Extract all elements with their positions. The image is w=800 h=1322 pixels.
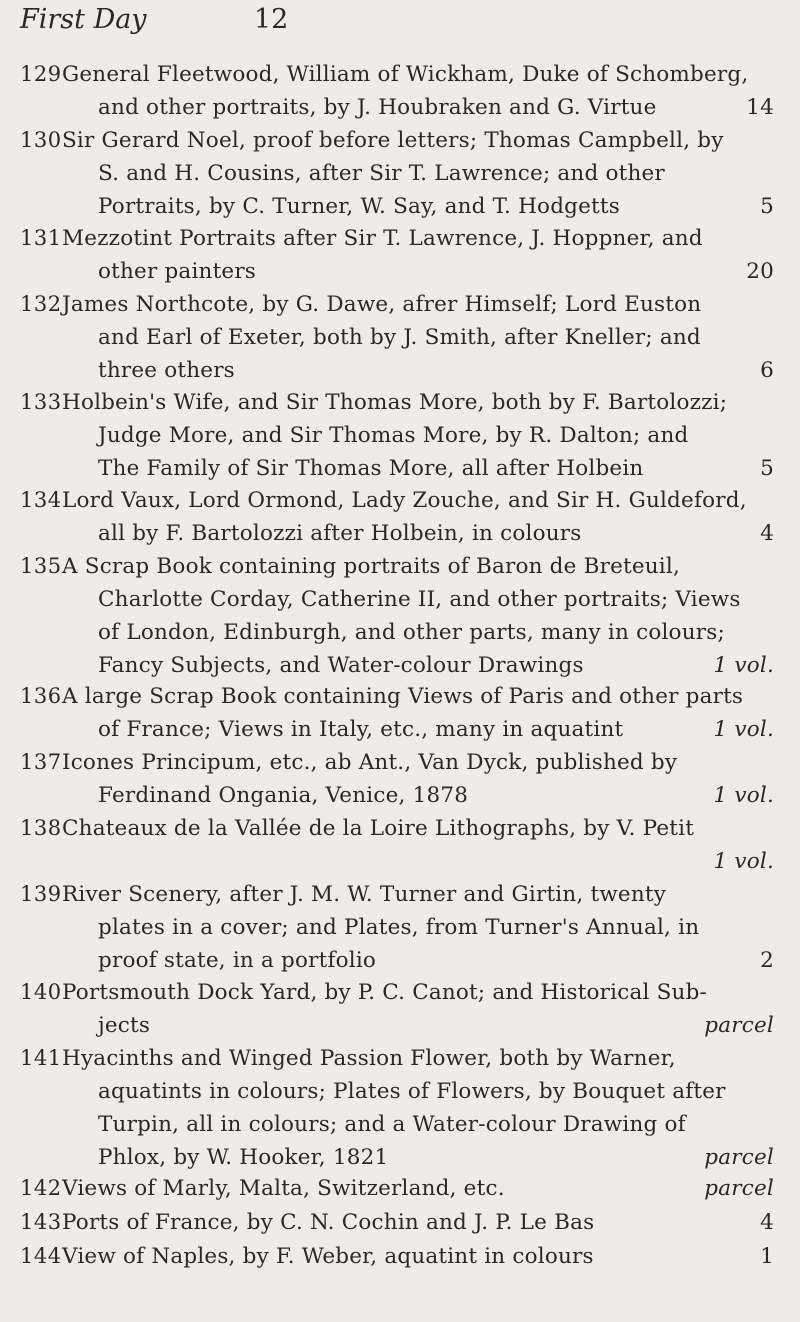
lot-description [62,124,774,223]
lot-description [62,58,774,124]
lot-description-line [62,1042,774,1075]
lot-description-text: Views of Marly, Malta, Switzerland, etc. [62,1176,505,1201]
lot-description-line [62,91,774,124]
lot-description [62,288,774,387]
lot-description-text: all by F. Bartolozzi after Holbein, in colours [98,521,582,546]
lot-description-text: of France; Views in Italy, etc., many in aquatint [98,717,624,742]
lot-quantity: 20 [746,259,774,284]
lot-quantity: 1 vol. [713,653,774,678]
lot-description-text: A Scrap Book containing portraits of Baron de Breteuil, [62,554,680,579]
lot-description-line [62,1172,774,1205]
lot-quantity: 5 [760,456,774,481]
lot-description-line [62,321,774,354]
lot-description-line [62,255,774,288]
lot-description-line [62,419,774,452]
lot-description-line [62,812,774,845]
lot-description-text: S. and H. Cousins, after Sir T. Lawrence; and other [98,161,665,186]
lot-description-line [62,222,774,255]
lot-description-line [62,944,774,977]
lot-description [62,976,774,1042]
lot-number: 136 [20,684,62,708]
lot-quantity: 1 [760,1244,774,1269]
lot-description-text: Portraits, by C. Turner, W. Say, and T. Hodgetts [98,194,620,219]
lot-number: 142 [20,1176,62,1200]
lot-description-line [62,616,774,649]
lot-description-line [62,517,774,550]
lot-description-line [62,58,774,91]
lot-description [62,812,774,878]
lot-description-line [62,124,774,157]
lot-description-text: Phlox, by W. Hooker, 1821 [98,1145,389,1170]
lot-quantity: parcel [704,1145,774,1170]
lot-number: 132 [20,292,62,316]
lot-description-line [62,779,774,812]
lot-description-text: Ports of France, by C. N. Cochin and J. P. Le Bas [62,1210,595,1235]
lot-description-text: General Fleetwood, William of Wickham, Duke of Schomberg, [62,62,749,87]
lot-description-text: and other portraits, by J. Houbraken and G. Virtue [98,95,657,120]
lot-quantity: 2 [760,948,774,973]
lot-quantity: 1 vol. [713,717,774,742]
lot-description-line [62,1009,774,1042]
lot-description-line [62,484,774,517]
lot-description-text: Sir Gerard Noel, proof before letters; Thomas Campbell, by [62,128,724,153]
lot-description-text: The Family of Sir Thomas More, all after Holbein [98,456,644,481]
lot-number: 139 [20,882,62,906]
lot-description-line [62,190,774,223]
lot-description-line [62,288,774,321]
lot-quantity: 5 [760,194,774,219]
lot-number: 141 [20,1046,62,1070]
lot-quantity: 6 [760,358,774,383]
lot-description-text: Icones Principum, etc., ab Ant., Van Dyck, published by [62,750,678,775]
lot-description-text: of London, Edinburgh, and other parts, many in colours; [98,620,725,645]
lot-description-text: aquatints in colours; Plates of Flowers, by Bouquet after [98,1079,726,1104]
lot-description-text: James Northcote, by G. Dawe, afrer Himself; Lord Euston [62,292,702,317]
lot-description-line [62,1240,774,1273]
lot-description-text: Turpin, all in colours; and a Water-colour Drawing of [98,1112,686,1137]
lot-number: 134 [20,488,62,512]
lot-description [62,1240,774,1273]
lot-description [62,878,774,977]
lot-description-line [62,649,774,682]
lot-description-line [62,976,774,1009]
lot-number: 144 [20,1244,62,1268]
lot-number: 133 [20,390,62,414]
lot-description-line [62,1108,774,1141]
lot-description [62,746,774,812]
lot-quantity: parcel [704,1013,774,1038]
lot-description-line [62,713,774,746]
lot-description-line [62,680,774,713]
lot-description-text: View of Naples, by F. Weber, aquatint in colours [62,1244,594,1269]
lot-description-text: Holbein's Wife, and Sir Thomas More, both by F. Bartolozzi; [62,390,728,415]
lot-description-line [62,452,774,485]
lot-description-text: jects [98,1013,151,1038]
lot-description-line [62,550,774,583]
lot-description-text: Portsmouth Dock Yard, by P. C. Canot; and Historical Sub- [62,980,708,1005]
lot-quantity: parcel [704,1176,774,1201]
lot-number: 143 [20,1210,62,1234]
lot-description [62,386,774,485]
lot-description [62,550,774,682]
lot-description-text: Hyacinths and Winged Passion Flower, both by Warner, [62,1046,676,1071]
lot-number: 130 [20,128,62,152]
lot-description-text: Ferdinand Ongania, Venice, 1878 [98,783,469,808]
page-number: 12 [254,4,289,35]
lot-description-line [62,746,774,779]
lot-description-line [62,911,774,944]
lot-number: 131 [20,226,62,250]
lot-description-line [62,845,774,878]
lot-quantity: 1 vol. [713,849,774,874]
lot-description-line [62,386,774,419]
lot-description-text: Mezzotint Portraits after Sir T. Lawrence, J. Hoppner, and [62,226,703,251]
lot-description-text: Charlotte Corday, Catherine II, and other portraits; Views [98,587,741,612]
lot-description-line [62,157,774,190]
lot-quantity: 4 [760,1210,774,1235]
lot-quantity: 4 [760,521,774,546]
lot-quantity: 14 [746,95,774,120]
lot-description-text: A large Scrap Book containing Views of Paris and other parts [62,684,744,709]
lot-description-text: other painters [98,259,257,284]
lot-description-line [62,1075,774,1108]
lot-number: 135 [20,554,62,578]
lot-description-text: plates in a cover; and Plates, from Turner's Annual, in [98,915,700,940]
lot-description-text: Lord Vaux, Lord Ormond, Lady Zouche, and Sir H. Guldeford, [62,488,747,513]
lot-description-text: River Scenery, after J. M. W. Turner and Girtin, twenty [62,882,667,907]
lot-number: 140 [20,980,62,1004]
lot-description-text: and Earl of Exeter, both by J. Smith, after Kneller; and [98,325,701,350]
lot-quantity: 1 vol. [713,783,774,808]
lot-description [62,1042,774,1174]
lot-number: 129 [20,62,62,86]
lot-description-line [62,1141,774,1174]
lot-description-line [62,583,774,616]
lot-description-text: Fancy Subjects, and Water-colour Drawings [98,653,584,678]
lot-description-line [62,1206,774,1239]
lot-description [62,1206,774,1239]
running-head: First Day [20,4,147,35]
lot-number: 138 [20,816,62,840]
lot-description-text: Judge More, and Sir Thomas More, by R. Dalton; and [98,423,689,448]
lot-description-text: three others [98,358,235,383]
lot-number: 137 [20,750,62,774]
lot-description-line [62,878,774,911]
lot-description [62,1172,774,1205]
page-header [20,4,780,44]
lot-description [62,484,774,550]
lot-description [62,222,774,288]
lot-description [62,680,774,746]
lot-description-text: proof state, in a portfolio [98,948,377,973]
lot-description-line [62,354,774,387]
lot-description-text: Chateaux de la Vallée de la Loire Lithographs, by V. Petit [62,816,695,841]
